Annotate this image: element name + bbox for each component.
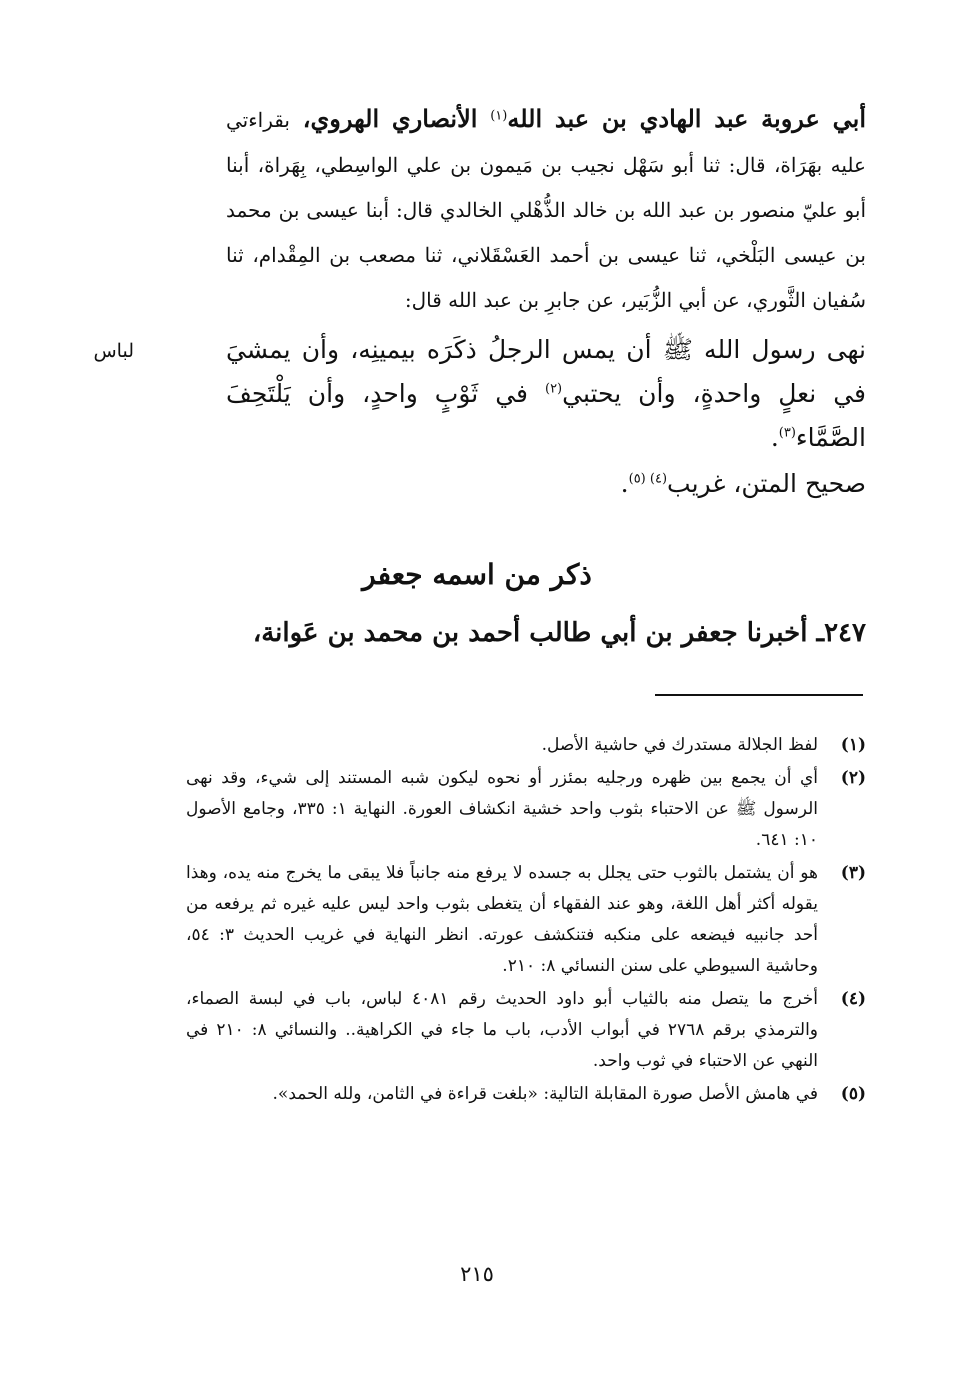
footnote-text: هو أن يشتمل بالثوب حتى يجلل به جسده لا يرفع منه جانباً فلا يبقى ما يخرج منه يده، وهذا يقوله أكثر أهل اللغة، وهو عند الفقهاء أن يتغطى بثوب واحد ليس عليه غيره ثم يرفعه من أحد جانبيه فيضعه على منكبه فتنكشف عورته. انظر النهاية في غريب الحديث ٣: ٥٤، وحاشية السيوطي على سنن النسائي ٨: ٢١٠.: [186, 863, 818, 976]
hadith-matn: [226, 328, 866, 460]
hadith-247-start: ٢٤٧ـ أخبرنا جعفر بن أبي طالب أحمد بن محمد بن عَوانة،: [252, 618, 866, 648]
footnote-number: (٥): [840, 1084, 866, 1104]
footnote-ref-3: (٣): [778, 425, 796, 441]
footnote-ref-1: (١): [490, 108, 508, 124]
hadith-grading: [226, 462, 866, 506]
footnote-item: [186, 730, 866, 761]
hadith-text-end: .: [770, 423, 779, 452]
margin-topic-note: لباس: [93, 340, 134, 362]
footnote-item: [186, 858, 866, 982]
footnotes: [186, 730, 866, 1112]
footnote-number: (٣): [840, 863, 866, 883]
footnote-item: [186, 984, 866, 1077]
section-heading: ذكر من اسمه جعفر: [362, 558, 592, 591]
narrator-name-tail: الأنصاري الهروي،: [289, 104, 491, 133]
hadith-text-part1: نهى رسول الله ﷺ أن يمس الرجلُ ذكَرَه بيمينِه، وأن يمشيَ في نعلٍ واحدةٍ، وأن يحتبي: [226, 335, 866, 408]
footnote-item: [186, 1079, 866, 1110]
page-number: ٢١٥: [460, 1262, 494, 1286]
footnote-number: (٢): [840, 768, 866, 788]
hadith-text-part2: في ثَوْبٍ واحدٍ، وأن يَلْتَحِفَ الصَّمَّاء: [226, 379, 866, 452]
footnote-text: لفظ الجلالة مستدرك في حاشية الأصل.: [541, 735, 818, 755]
footnote-number: (٤): [840, 989, 866, 1009]
footnote-separator: [655, 694, 863, 696]
footnote-text: أخرج ما يتصل منه بالثياب أبو داود الحديث رقم ٤٠٨١ لباس، باب في لبسة الصماء، والترمذي برقم ٢٧٦٨ في أبواب الأدب، باب ما جاء في الكراهية.. والنسائي ٨: ٢١٠ في النهي عن الاحتباء في ثوب واحد.: [186, 989, 819, 1071]
grading-end: .: [620, 469, 629, 498]
footnote-item: [186, 763, 866, 856]
footnote-text: أي أن يجمع بين ظهره ورجليه بمئزر أو نحوه ليكون شبه المستند إلى شيء، وقد نهى الرسول ﷺ عن الاحتباء بثوب واحد خشية انكشاف العورة. النهاية ١: ٣٣٥، وجامع الأصول ١٠: ٦٤١.: [186, 768, 818, 850]
footnote-text: في هامش الأصل صورة المقابلة التالية: «بلغت قراءة في الثامن، ولله الحمد».: [272, 1084, 818, 1104]
footnote-number: (١): [840, 735, 866, 755]
grading-text: صحيح المتن، غريب: [667, 469, 866, 498]
isnad-chain: بقراءتي عليه بهَرَاة، قال: ثنا أبو سَهْل نجيب بن مَيمون بن علي الواسِطي، بِهَراة، أبنا أبو عليّ منصور بن عبد الله بن خالد الذُّهْلي الخالدي قال: أبنا عيسى بن محمد بن عيسى البَلْخي، ثنا عيسى بن أحمد العَسْقَلاني، ثنا مصعب بن المِقْدام، ثنا سُفيان الثَّوري، عن أبي الزُّبَير، عن جابرِ بن عبد الله قال:: [226, 108, 866, 312]
isnad-paragraph: [226, 96, 866, 323]
footnote-ref-2: (٢): [544, 381, 563, 397]
footnote-refs-4-5: (٤) (٥): [628, 471, 668, 487]
narrator-name: أبي عروبة عبد الهادي بن عبد الله: [507, 104, 866, 133]
